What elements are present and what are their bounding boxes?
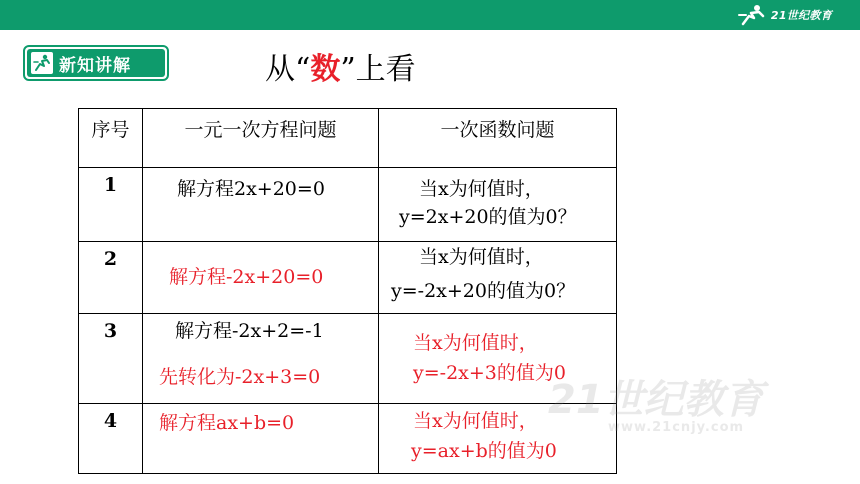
page-title-after: ”上看 [340,52,416,87]
row-number: 2 [79,242,143,314]
header-function: 一次函数问题 [379,109,617,168]
table-row [79,242,617,314]
table-row [79,404,617,474]
function-formula: y=2x+20的值为0？ [399,206,577,228]
row-number: 3 [79,314,143,404]
equation-transform: 先转化为-2x+3=0 [159,366,321,388]
equation-cell [143,168,379,242]
runner-icon [31,52,53,74]
function-cell [379,314,617,404]
function-cell [379,168,617,242]
table-row [79,168,617,242]
watermark-sub: www.21cnjy.com [608,420,745,435]
function-cell [379,404,617,474]
equation-cell [143,242,379,314]
page-title [265,52,416,87]
row-number: 4 [79,404,143,474]
function-question: 当x为何值时， [413,410,538,432]
function-question: 当x为何值时， [419,246,544,268]
equation-text: 解方程-2x+2=-1 [175,320,324,342]
function-formula: y=-2x+20的值为0？ [391,280,576,302]
comparison-table [78,108,617,474]
header-equation: 一元一次方程问题 [143,109,379,168]
function-formula: y=-2x+3的值为0 [413,362,566,384]
section-badge [23,45,169,81]
watermark-main: 21世纪教育 [548,377,764,423]
function-cell [379,242,617,314]
table-header-row [79,109,617,168]
equation-text: 解方程ax+b=0 [159,412,295,434]
page-title-highlight: 数 [310,52,341,87]
equation-text: 解方程2x+20=0 [177,178,325,200]
equation-cell [143,314,379,404]
header-no: 序号 [79,109,143,168]
runner-logo-icon [737,4,767,26]
top-banner [0,0,860,30]
row-number: 1 [79,168,143,242]
brand-logo [737,2,832,28]
equation-cell [143,404,379,474]
section-badge-label: 新知讲解 [59,55,131,76]
function-question: 当x为何值时， [413,332,538,354]
brand-text: 21世纪教育 [770,9,832,22]
function-formula: y=ax+b的值为0 [411,440,557,462]
page-title-before: 从“ [265,52,311,87]
table-row [79,314,617,404]
equation-text: 解方程-2x+20=0 [169,266,324,288]
function-question: 当x为何值时， [419,178,544,200]
